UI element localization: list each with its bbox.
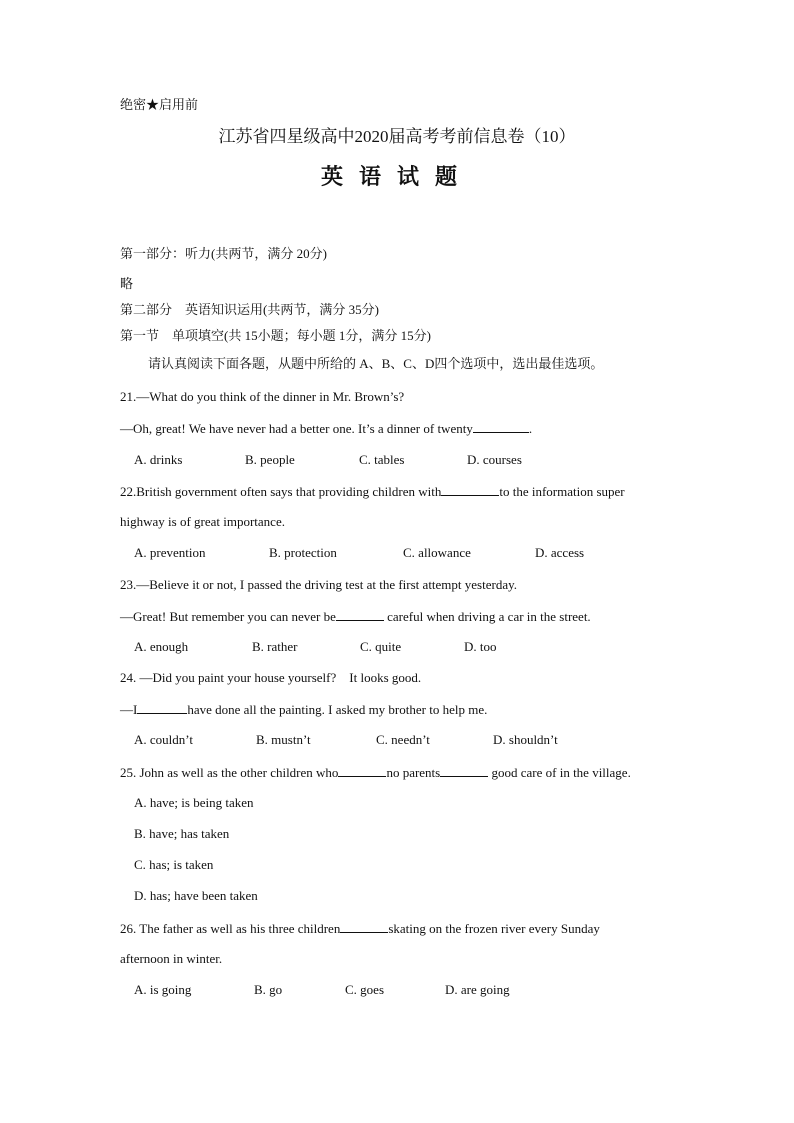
q21-options [134, 452, 634, 468]
q22-option-c[interactable]: C. allowance [403, 545, 471, 560]
q23-text-after-blank: careful when driving a car in the street. [383, 609, 591, 624]
q21-question: 21.—What do you think of the dinner in Mr. Brown’s? [120, 389, 405, 404]
q25-text-part3: good care of in the village. [488, 765, 631, 780]
q26-option-a[interactable]: A. is going [134, 982, 192, 997]
q24-answer-line [120, 701, 487, 718]
q26-text-after-blank: skating on the frozen river every Sunday [388, 921, 600, 936]
q26-question-line2: afternoon in winter. [120, 951, 223, 966]
exam-title: 江苏省四星级高中2020届高考考前信息卷（10） [218, 127, 576, 146]
q21-answer-line [120, 420, 532, 437]
q23-blank[interactable] [336, 608, 384, 621]
q23-option-d[interactable]: D. too [464, 639, 497, 654]
q26-option-d[interactable]: D. are going [445, 982, 510, 997]
q26-blank[interactable] [340, 920, 388, 933]
part1-heading: 第一部分：听力(共两节，满分 20分) [120, 246, 327, 261]
q24-options [134, 732, 634, 748]
q25-option-a[interactable]: A. have; is being taken [134, 795, 254, 810]
q24-text-after-blank: have done all the painting. I asked my brother to help me. [187, 702, 488, 717]
q22-question-line1 [120, 483, 661, 500]
q25-blank-2[interactable] [440, 764, 488, 777]
q22-option-a[interactable]: A. prevention [134, 545, 206, 560]
q24-text-before-blank: —I [120, 702, 138, 717]
q26-question-line1 [120, 920, 600, 937]
q23-option-a[interactable]: A. enough [134, 639, 189, 654]
q24-question: 24. —Did you paint your house yourself? It looks good. [120, 670, 422, 685]
q24-blank[interactable] [137, 701, 187, 714]
q26-text-before-blank: 26. The father as well as his three children [120, 921, 341, 936]
q25-option-b[interactable]: B. have; has taken [134, 826, 230, 841]
q21-option-b[interactable]: B. people [245, 452, 295, 467]
part1-omitted: 略 [120, 276, 134, 291]
q22-question-line2: highway is of great importance. [120, 514, 285, 529]
q24-option-a[interactable]: A. couldn’t [134, 732, 193, 747]
q24-option-b[interactable]: B. mustn’t [256, 732, 311, 747]
q23-options [134, 639, 634, 655]
q23-text-before-blank: —Great! But remember you can never be [120, 609, 336, 624]
q22-option-b[interactable]: B. protection [269, 545, 337, 560]
q23-option-c[interactable]: C. quite [360, 639, 402, 654]
q21-blank[interactable] [473, 420, 529, 433]
q25-option-d[interactable]: D. has; have been taken [134, 888, 258, 903]
q25-text-part2: no parents [386, 765, 441, 780]
instruction-text: 请认真阅读下面各题，从题中所给的 A、B、C、D四个选项中，选出最佳选项。 [148, 356, 604, 371]
q21-option-a[interactable]: A. drinks [134, 452, 183, 467]
q22-options [134, 545, 634, 561]
q21-text-after-blank: . [528, 421, 533, 436]
q23-answer-line [120, 608, 591, 625]
q22-text-after-blank: to the information super [499, 484, 625, 499]
q26-option-b[interactable]: B. go [254, 982, 283, 997]
q22-blank[interactable] [441, 483, 499, 496]
q23-question: 23.—Believe it or not, I passed the driving test at the first attempt yesterday. [120, 577, 518, 592]
confidential-mark: 绝密★启用前 [120, 97, 199, 112]
q21-option-d[interactable]: D. courses [467, 452, 522, 467]
q21-text-before-blank: —Oh, great! We have never had a better one. It’s a dinner of twenty [120, 421, 473, 436]
q22-option-d[interactable]: D. access [535, 545, 585, 560]
q21-option-c[interactable]: C. tables [359, 452, 405, 467]
q26-option-c[interactable]: C. goes [345, 982, 384, 997]
q24-option-d[interactable]: D. shouldn’t [493, 732, 558, 747]
q22-text-before-blank: 22.British government often says that providing children with [120, 484, 442, 499]
q26-options [134, 982, 634, 998]
q25-option-c[interactable]: C. has; is taken [134, 857, 214, 872]
subject-title: 英语试题 [320, 164, 473, 190]
q24-option-c[interactable]: C. needn’t [376, 732, 430, 747]
q25-question [120, 764, 631, 781]
q23-option-b[interactable]: B. rather [252, 639, 298, 654]
q25-text-part1: 25. John as well as the other children who [120, 765, 339, 780]
part2-heading: 第二部分 英语知识运用(共两节，满分 35分) [120, 302, 379, 317]
section1-heading: 第一节 单项填空(共 15小题；每小题 1分，满分 15分) [120, 328, 431, 343]
q25-blank-1[interactable] [338, 764, 386, 777]
